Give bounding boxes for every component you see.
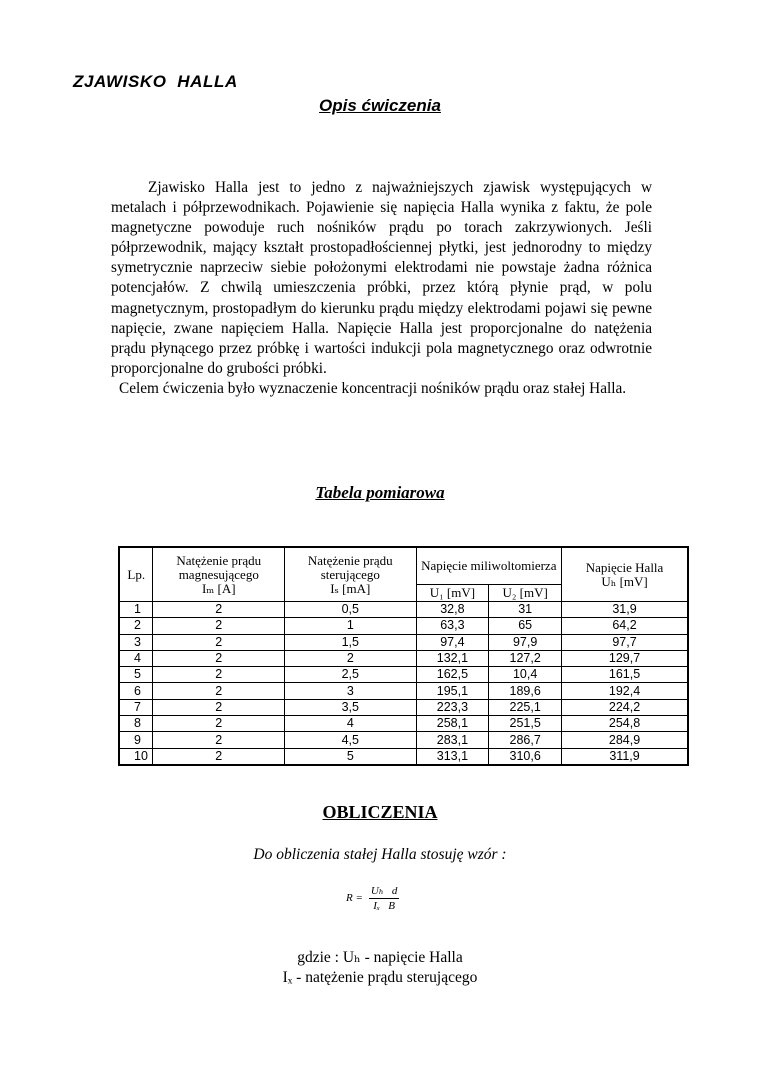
cell-lp: 2 xyxy=(119,618,153,634)
cell-hall-voltage: 31,9 xyxy=(562,602,688,618)
header-magnetizing-current-unit: Iₘ [A] xyxy=(201,580,236,596)
cell-u2: 225,1 xyxy=(489,699,562,715)
cell-hall-voltage: 64,2 xyxy=(562,618,688,634)
cell-lp: 8 xyxy=(119,716,153,732)
cell-control-current: 4,5 xyxy=(285,732,416,748)
cell-lp: 6 xyxy=(119,683,153,699)
hall-constant-formula xyxy=(346,884,399,912)
formula-fraction xyxy=(369,884,399,912)
cell-lp: 3 xyxy=(119,634,153,650)
cell-u2: 286,7 xyxy=(489,732,562,748)
header-lp: Lp. xyxy=(119,547,153,602)
cell-u1: 97,4 xyxy=(416,634,489,650)
cell-u1: 195,1 xyxy=(416,683,489,699)
legend-line-1: gdzie : Uₕ - napięcie Halla xyxy=(297,949,463,966)
table-row xyxy=(119,618,688,634)
cell-hall-voltage: 311,9 xyxy=(562,748,688,765)
cell-u2: 31 xyxy=(489,602,562,618)
cell-u1: 63,3 xyxy=(416,618,489,634)
table-title: Tabela pomiarowa xyxy=(315,483,445,502)
cell-magnetizing-current: 2 xyxy=(153,618,285,634)
cell-magnetizing-current: 2 xyxy=(153,667,285,683)
header-u2: U₂ [mV] xyxy=(489,585,562,602)
cell-magnetizing-current: 2 xyxy=(153,634,285,650)
header-control-current-name: Natężenie prądu sterującego xyxy=(307,552,393,582)
header-millivoltmeter-voltage: Napięcie miliwoltomierza xyxy=(416,547,562,585)
cell-hall-voltage: 161,5 xyxy=(562,667,688,683)
description-paragraph-2: Celem ćwiczenia było wyznaczenie koncentracji nośników prądu oraz stałej Halla. xyxy=(119,379,627,397)
description-block xyxy=(111,178,652,399)
document-heading: ZJAWISKO HALLA xyxy=(73,72,238,91)
table-row xyxy=(119,650,688,666)
cell-magnetizing-current: 2 xyxy=(153,699,285,715)
table-row xyxy=(119,602,688,618)
cell-u2: 310,6 xyxy=(489,748,562,765)
cell-control-current: 1,5 xyxy=(285,634,416,650)
cell-magnetizing-current: 2 xyxy=(153,602,285,618)
cell-control-current: 3 xyxy=(285,683,416,699)
cell-u1: 258,1 xyxy=(416,716,489,732)
table-row xyxy=(119,667,688,683)
cell-control-current: 4 xyxy=(285,716,416,732)
formula-lhs: R = xyxy=(346,892,363,904)
cell-lp: 9 xyxy=(119,732,153,748)
cell-u2: 97,9 xyxy=(489,634,562,650)
cell-hall-voltage: 97,7 xyxy=(562,634,688,650)
formula-num-a: Uₕ xyxy=(370,885,384,897)
cell-magnetizing-current: 2 xyxy=(153,683,285,699)
cell-control-current: 5 xyxy=(285,748,416,765)
cell-hall-voltage: 284,9 xyxy=(562,732,688,748)
header-magnetizing-current xyxy=(153,547,285,602)
cell-control-current: 2,5 xyxy=(285,667,416,683)
cell-lp: 1 xyxy=(119,602,153,618)
cell-u2: 127,2 xyxy=(489,650,562,666)
cell-u1: 32,8 xyxy=(416,602,489,618)
cell-magnetizing-current: 2 xyxy=(153,732,285,748)
cell-magnetizing-current: 2 xyxy=(153,716,285,732)
table-body xyxy=(119,602,688,765)
header-hall-voltage-name: Napięcie Halla xyxy=(585,559,664,575)
cell-lp: 5 xyxy=(119,667,153,683)
cell-u2: 189,6 xyxy=(489,683,562,699)
measurement-table xyxy=(118,546,689,766)
cell-lp: 4 xyxy=(119,650,153,666)
cell-control-current: 1 xyxy=(285,618,416,634)
cell-hall-voltage: 192,4 xyxy=(562,683,688,699)
formula-den-a: Iₓ xyxy=(373,900,381,912)
cell-hall-voltage: 254,8 xyxy=(562,716,688,732)
cell-u2: 65 xyxy=(489,618,562,634)
table-row xyxy=(119,748,688,765)
table-row xyxy=(119,683,688,699)
section-subtitle: Opis ćwiczenia xyxy=(319,96,441,115)
formula-num-b: d xyxy=(391,885,398,897)
calculations-title: OBLICZENIA xyxy=(322,802,438,822)
header-hall-voltage-unit: Uₕ [mV] xyxy=(601,573,648,589)
calculations-intro: Do obliczenia stałej Halla stosuję wzór : xyxy=(253,846,507,863)
cell-magnetizing-current: 2 xyxy=(153,748,285,765)
cell-u2: 10,4 xyxy=(489,667,562,683)
legend-line-2: Iₓ - natężenie prądu sterującego xyxy=(282,969,478,986)
cell-u2: 251,5 xyxy=(489,716,562,732)
table-row xyxy=(119,732,688,748)
cell-control-current: 0,5 xyxy=(285,602,416,618)
cell-u1: 283,1 xyxy=(416,732,489,748)
cell-magnetizing-current: 2 xyxy=(153,650,285,666)
description-paragraph-1: Zjawisko Halla jest to jedno z najważniejszych zjawisk występujących w metalach i półprzewodnikach. Pojawienie się napięcia Halla wynika z faktu, że pole magnetyczne powoduje ruch nośników prądu po torach zakrzywionych. Jeśli półprzewodnik, mający kształt prostopadłościennej płytki, jest jednorodny to między symetrycznie naprzeciw siebie położonymi elektrodami nie powstaje żadna różnica potencjałów. Z chwilą umieszczenia próbki, przez którą płynie prąd, w polu magnetycznym, prostopadłym do kierunku prądu między elektrodami pojawi się pewne napięcie, zwane napięciem Halla. Napięcie Halla jest proporcjonalne do natężenia prądu płynącego przez próbkę i wartości indukcji pola magnetycznego oraz odwrotnie proporcjonalne do grubości próbki. xyxy=(111,179,652,377)
table-row xyxy=(119,699,688,715)
header-hall-voltage xyxy=(562,547,688,602)
cell-hall-voltage: 224,2 xyxy=(562,699,688,715)
cell-u1: 313,1 xyxy=(416,748,489,765)
header-control-current-unit: Iₛ [mA] xyxy=(330,580,371,596)
cell-control-current: 3,5 xyxy=(285,699,416,715)
table-row xyxy=(119,716,688,732)
cell-lp: 7 xyxy=(119,699,153,715)
cell-u1: 223,3 xyxy=(416,699,489,715)
cell-u1: 162,5 xyxy=(416,667,489,683)
cell-hall-voltage: 129,7 xyxy=(562,650,688,666)
header-control-current xyxy=(285,547,416,602)
cell-control-current: 2 xyxy=(285,650,416,666)
formula-denominator xyxy=(371,899,397,912)
cell-lp: 10 xyxy=(119,748,153,765)
header-u1: U₁ [mV] xyxy=(416,585,489,602)
cell-u1: 132,1 xyxy=(416,650,489,666)
header-magnetizing-current-name: Natężenie prądu magnesującego xyxy=(176,552,262,582)
formula-den-b: B xyxy=(388,900,396,912)
table-row xyxy=(119,634,688,650)
formula-numerator xyxy=(369,884,399,899)
